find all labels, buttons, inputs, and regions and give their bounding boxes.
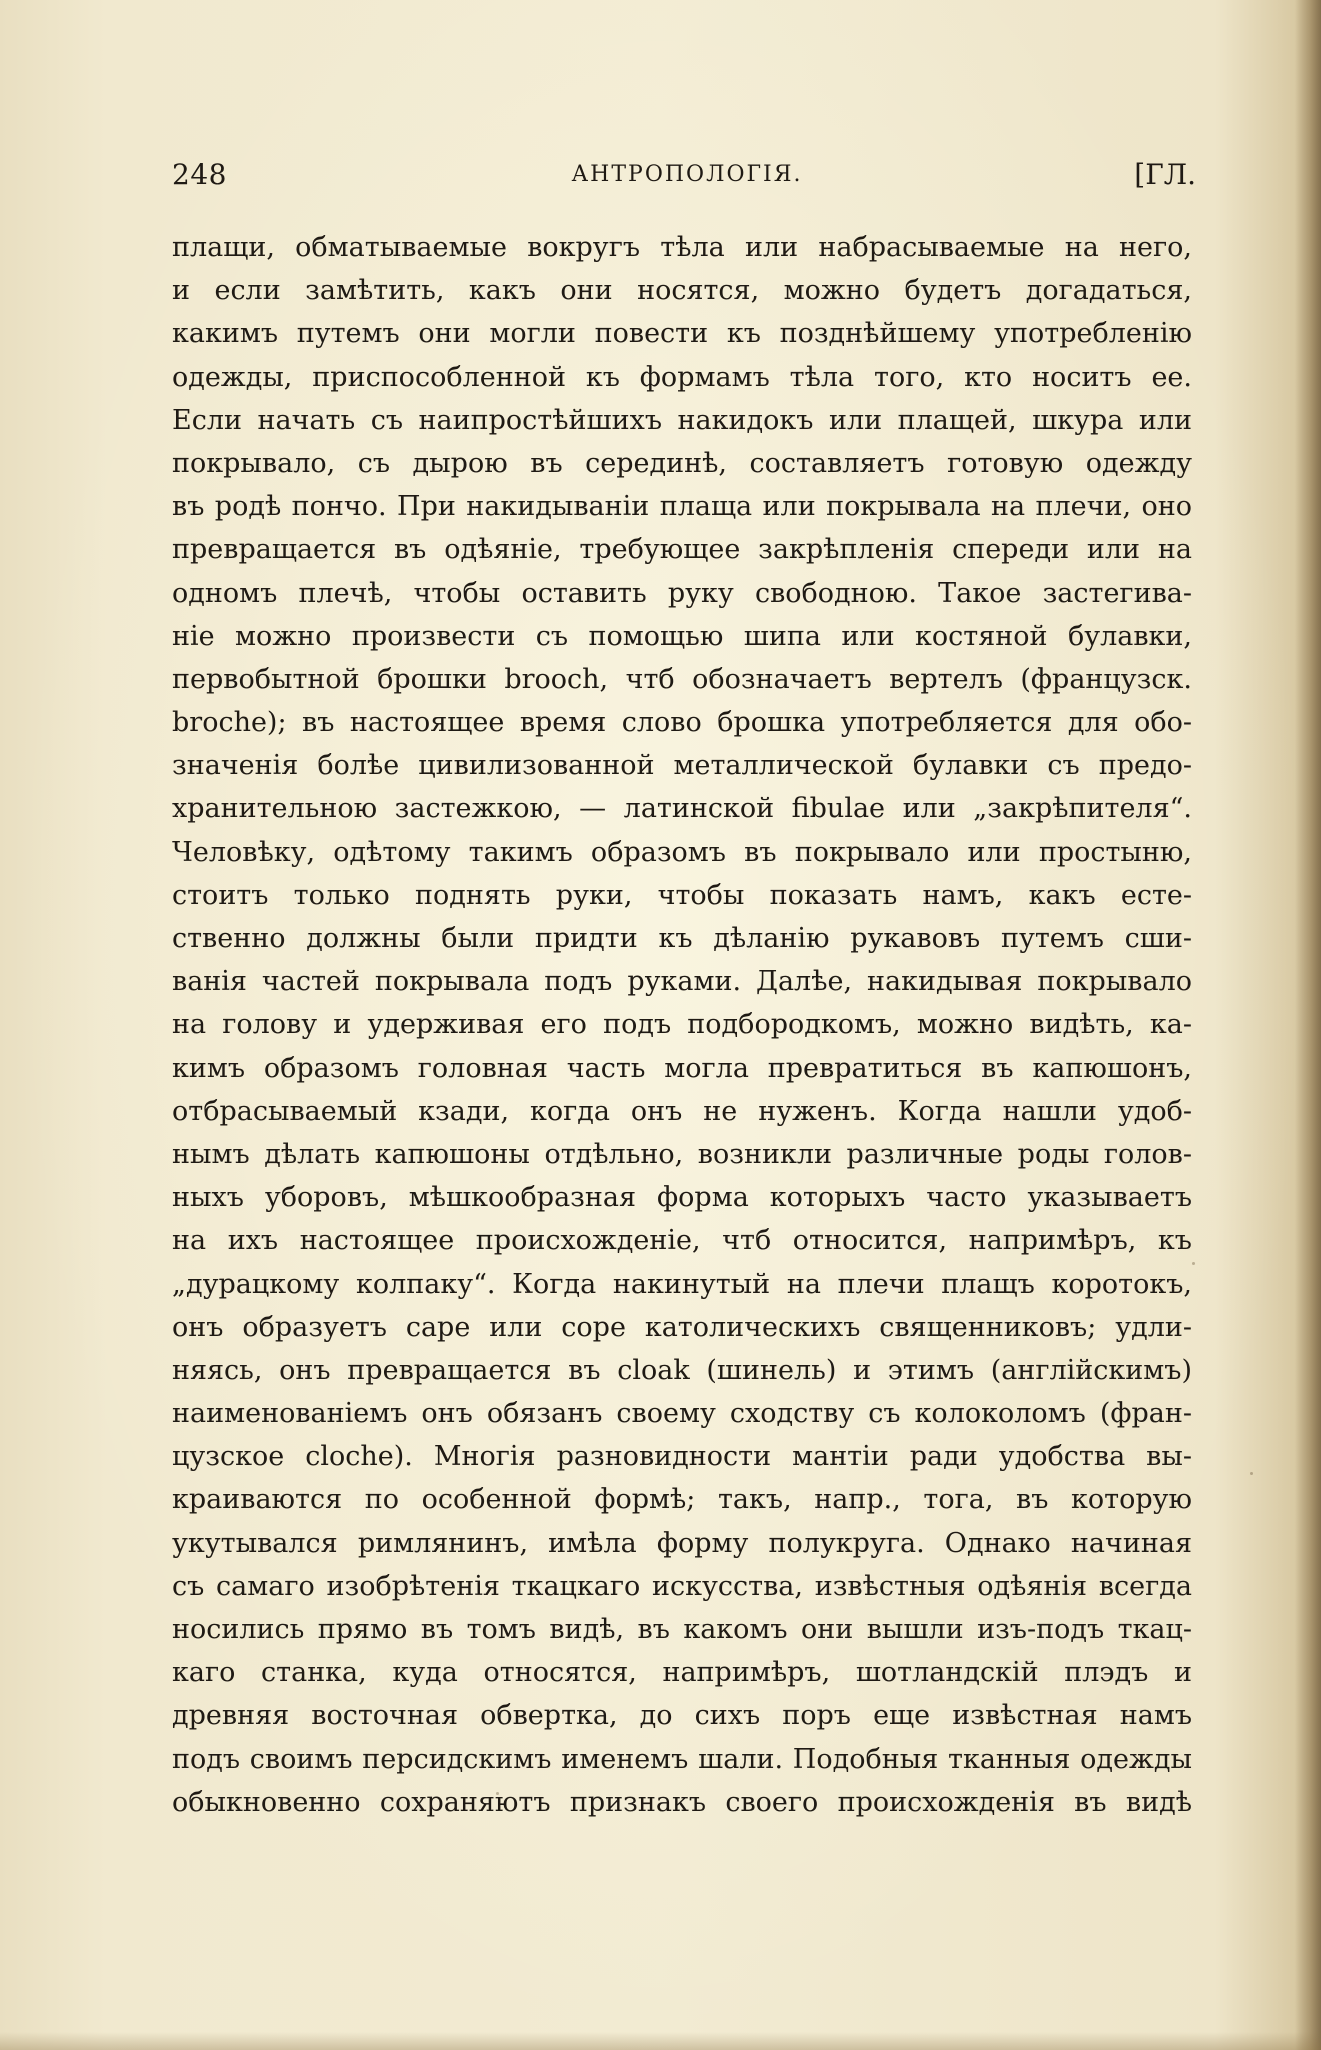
text-line: въ родѣ пончо. При накидываніи плаща или покрывала на плечи, оно — [172, 491, 1192, 523]
running-header — [172, 158, 1202, 198]
text-line: съ самаго изобрѣтенія ткацкаго искусства, извѣстныя одѣянія всегда — [172, 1570, 1192, 1602]
text-line: ніе можно произвести съ помощью шипа или костяной булавки, — [172, 620, 1192, 652]
text-line: онъ образуетъ cape или cope католическихъ священниковъ; удли- — [172, 1311, 1192, 1343]
text-line: отбрасываемый кзади, когда онъ не нуженъ. Когда нашли удоб- — [172, 1095, 1192, 1127]
text-line: Человѣку, одѣтому такимъ образомъ въ покрывало или простыню, — [172, 836, 1192, 868]
text-line: укутывался римлянинъ, имѣла форму полукруга. Однако начиная — [172, 1527, 1192, 1559]
text-line: broche); въ настоящее время слово брошка употребляется для обо- — [172, 707, 1192, 739]
chapter-mark: [ГЛ. — [1134, 158, 1196, 191]
text-line: ванія частей покрывала подъ руками. Далѣе, накидывая покрывало — [172, 966, 1192, 998]
page-number: 248 — [172, 158, 227, 191]
text-line: обыкновенно сохраняютъ признакъ своего происхожденія въ видѣ — [172, 1786, 1192, 1818]
text-line: Если начать съ наипростѣйшихъ накидокъ или плащей, шкура или — [172, 404, 1192, 436]
running-title: АНТРОПОЛОГІЯ. — [571, 162, 803, 187]
text-line: цузское cloche). Многія разновидности мантіи ради удобства вы- — [172, 1441, 1192, 1473]
text-line: какимъ путемъ они могли повести къ позднѣйшему употребленію — [172, 318, 1192, 350]
text-line: наименованіемъ онъ обязанъ своему сходству съ колоколомъ (фран- — [172, 1398, 1192, 1430]
body-text — [172, 226, 1192, 1824]
text-line: первобытной брошки brooch, чтб обозначаетъ вертелъ (французск. — [172, 663, 1192, 695]
text-line: нымъ дѣлать капюшоны отдѣльно, возникли различные роды голов- — [172, 1138, 1192, 1170]
page-edge-shadow — [1295, 0, 1321, 2050]
text-line: каго станка, куда относятся, напримѣръ, шотландскій плэдъ и — [172, 1657, 1192, 1689]
text-line: древняя восточная обвертка, до сихъ поръ еще извѣстная намъ — [172, 1700, 1192, 1732]
text-line: краиваются по особенной формѣ; такъ, напр., тога, въ которую — [172, 1484, 1192, 1516]
text-line: кимъ образомъ головная часть могла превратиться въ капюшонъ, — [172, 1052, 1192, 1084]
text-line: покрывало, съ дырою въ серединѣ, составляетъ готовую одежду — [172, 447, 1192, 479]
text-line: хранительною застежкою, — латинской fibulae или „закрѣпителя“. — [172, 793, 1192, 825]
text-line: „дурацкому колпаку“. Когда накинутый на плечи плащъ коротокъ, — [172, 1268, 1192, 1300]
text-line: на ихъ настоящее происхожденіе, чтб относится, напримѣръ, къ — [172, 1225, 1192, 1257]
text-line: няясь, онъ превращается въ cloak (шинель) и этимъ (англійскимъ) — [172, 1354, 1192, 1386]
text-line: стоитъ только поднять руки, чтобы показать намъ, какъ есте- — [172, 879, 1192, 911]
text-line: ственно должны были придти къ дѣланію рукавовъ путемъ сши- — [172, 923, 1192, 954]
text-line: и если замѣтить, какъ они носятся, можно будетъ догадаться, — [172, 275, 1192, 307]
text-line: одежды, приспособленной къ формамъ тѣла того, кто носитъ ее. — [172, 361, 1192, 393]
text-line: носились прямо въ томъ видѣ, въ какомъ они вышли изъ-подъ ткац- — [172, 1614, 1192, 1645]
text-line: ныхъ уборовъ, мѣшкообразная форма которыхъ часто указываетъ — [172, 1182, 1192, 1214]
text-line: подъ своимъ персидскимъ именемъ шали. Подобныя тканныя одежды — [172, 1743, 1192, 1775]
text-line: значенія болѣе цивилизованной металлической булавки съ предо- — [172, 750, 1192, 782]
text-line: на голову и удерживая его подъ подбородкомъ, можно видѣть, ка- — [172, 1009, 1192, 1041]
text-line: превращается въ одѣяніе, требующее закрѣпленія спереди или на — [172, 534, 1192, 566]
text-line: одномъ плечѣ, чтобы оставить руку свободною. Такое застегива- — [172, 577, 1192, 609]
text-line: плащи, обматываемые вокругъ тѣла или набрасываемые на него, — [172, 232, 1192, 263]
page-bottom-shadow — [0, 2032, 1321, 2050]
